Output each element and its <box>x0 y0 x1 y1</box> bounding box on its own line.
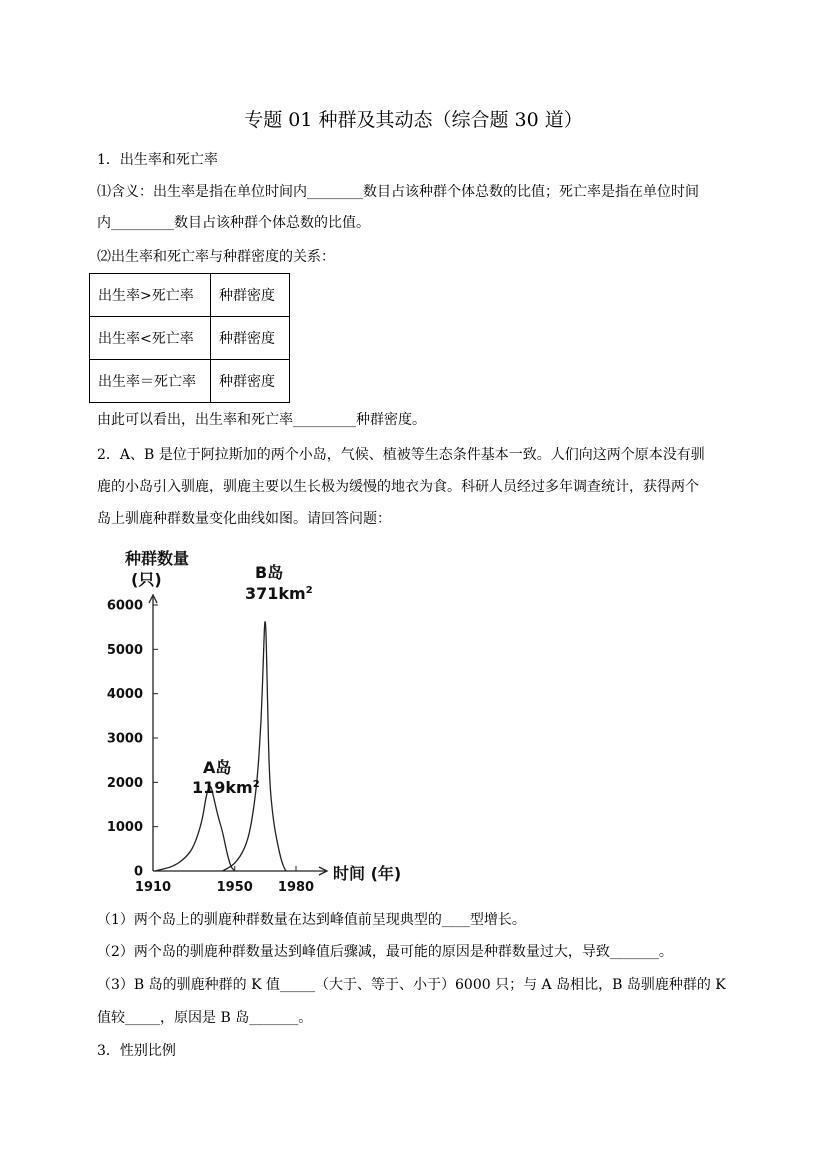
q1-conclusion: 由此可以看出，出生率和死亡率_________种群密度。 <box>97 412 426 428</box>
table-cell: 种群密度 <box>211 274 290 317</box>
q1-definition-line-1: ⑴含义：出生率是指在单位时间内________数目占该种群个体总数的比值；死亡率是指在单位时间 <box>97 184 699 200</box>
y-axis-label-line-2: (只) <box>131 570 162 589</box>
q2-stem-line-2: 鹿的小岛引入驯鹿，驯鹿主要以生长极为缓慢的地衣为食。科研人员经过多年调查统计，获得两个 <box>97 479 699 495</box>
q1-relation-intro: ⑵出生率和死亡率与种群密度的关系： <box>97 249 335 265</box>
page-title: 专题 01 种群及其动态（综合题 30 道） <box>244 109 583 131</box>
y-axis-label-line-1: 种群数量 <box>125 549 190 568</box>
table-cell: 种群密度 <box>211 317 290 360</box>
q2-stem-line-1: 2．A、B 是位于阿拉斯加的两个小岛，气候、植被等生态条件基本一致。人们向这两个原本没有驯 <box>97 447 705 463</box>
y-tick-label: 4000 <box>106 687 143 703</box>
series-label-a: A岛 <box>203 758 232 777</box>
q2-subquestion-3-line-2: 值较_____，原因是 B 岛_______。 <box>97 1010 313 1026</box>
q2-subquestion-1: （1）两个岛上的驯鹿种群数量在达到峰值前呈现典型的____型增长。 <box>97 912 526 928</box>
table-row <box>90 317 290 360</box>
series-area-b-value: 371km <box>245 584 306 603</box>
chart-axes <box>149 595 327 875</box>
x-tick-label: 1910 <box>134 880 172 895</box>
x-tick-label: 1980 <box>277 880 315 895</box>
series-line-a <box>155 786 235 871</box>
y-tick-label: 1000 <box>106 820 143 836</box>
x-axis-label: 时间 (年) <box>333 864 402 883</box>
superscript-two: 2 <box>305 585 313 596</box>
q2-stem-line-3: 岛上驯鹿种群数量变化曲线如图。请回答问题： <box>97 511 391 527</box>
q1-heading: 1．出生率和死亡率 <box>97 152 218 168</box>
superscript-two: 2 <box>252 779 260 790</box>
series-line-b <box>223 622 286 871</box>
q2-subquestion-2: （2）两个岛的驯鹿种群数量达到峰值后骤减，最可能的原因是种群数量过大，导致_______。 <box>97 944 673 960</box>
x-tick-label: 1950 <box>216 880 253 895</box>
series-area-b <box>245 584 313 603</box>
table-row <box>90 360 290 403</box>
q2-subquestion-3-line-1: （3）B 岛的驯鹿种群的 K 值_____（大于、等于、小于）6000 只；与 A 岛相比，B 岛驯鹿种群的 K <box>97 977 726 993</box>
series-area-a <box>192 778 260 797</box>
chart-ticks <box>107 599 314 896</box>
series-label-b: B岛 <box>255 563 284 582</box>
series-area-a-value: 119km <box>192 778 253 797</box>
q1-definition-line-2: 内_________数目占该种群个体总数的比值。 <box>97 215 370 231</box>
y-tick-label: 3000 <box>106 731 143 747</box>
table-cell: 出生率<死亡率 <box>90 317 211 360</box>
q3-heading: 3．性别比例 <box>97 1043 176 1059</box>
y-tick-label: 6000 <box>106 598 143 614</box>
table-cell: 种群密度 <box>211 360 290 403</box>
chart-series <box>155 622 286 871</box>
table-cell: 出生率＝死亡率 <box>90 360 211 403</box>
y-tick-label: 5000 <box>106 642 143 658</box>
table-cell: 出生率>死亡率 <box>90 274 211 317</box>
rate-density-table <box>89 273 290 403</box>
y-tick-label: 2000 <box>106 775 143 791</box>
table-row <box>90 274 290 317</box>
y-tick-label: 0 <box>133 864 143 880</box>
deer-population-chart <box>95 545 425 895</box>
